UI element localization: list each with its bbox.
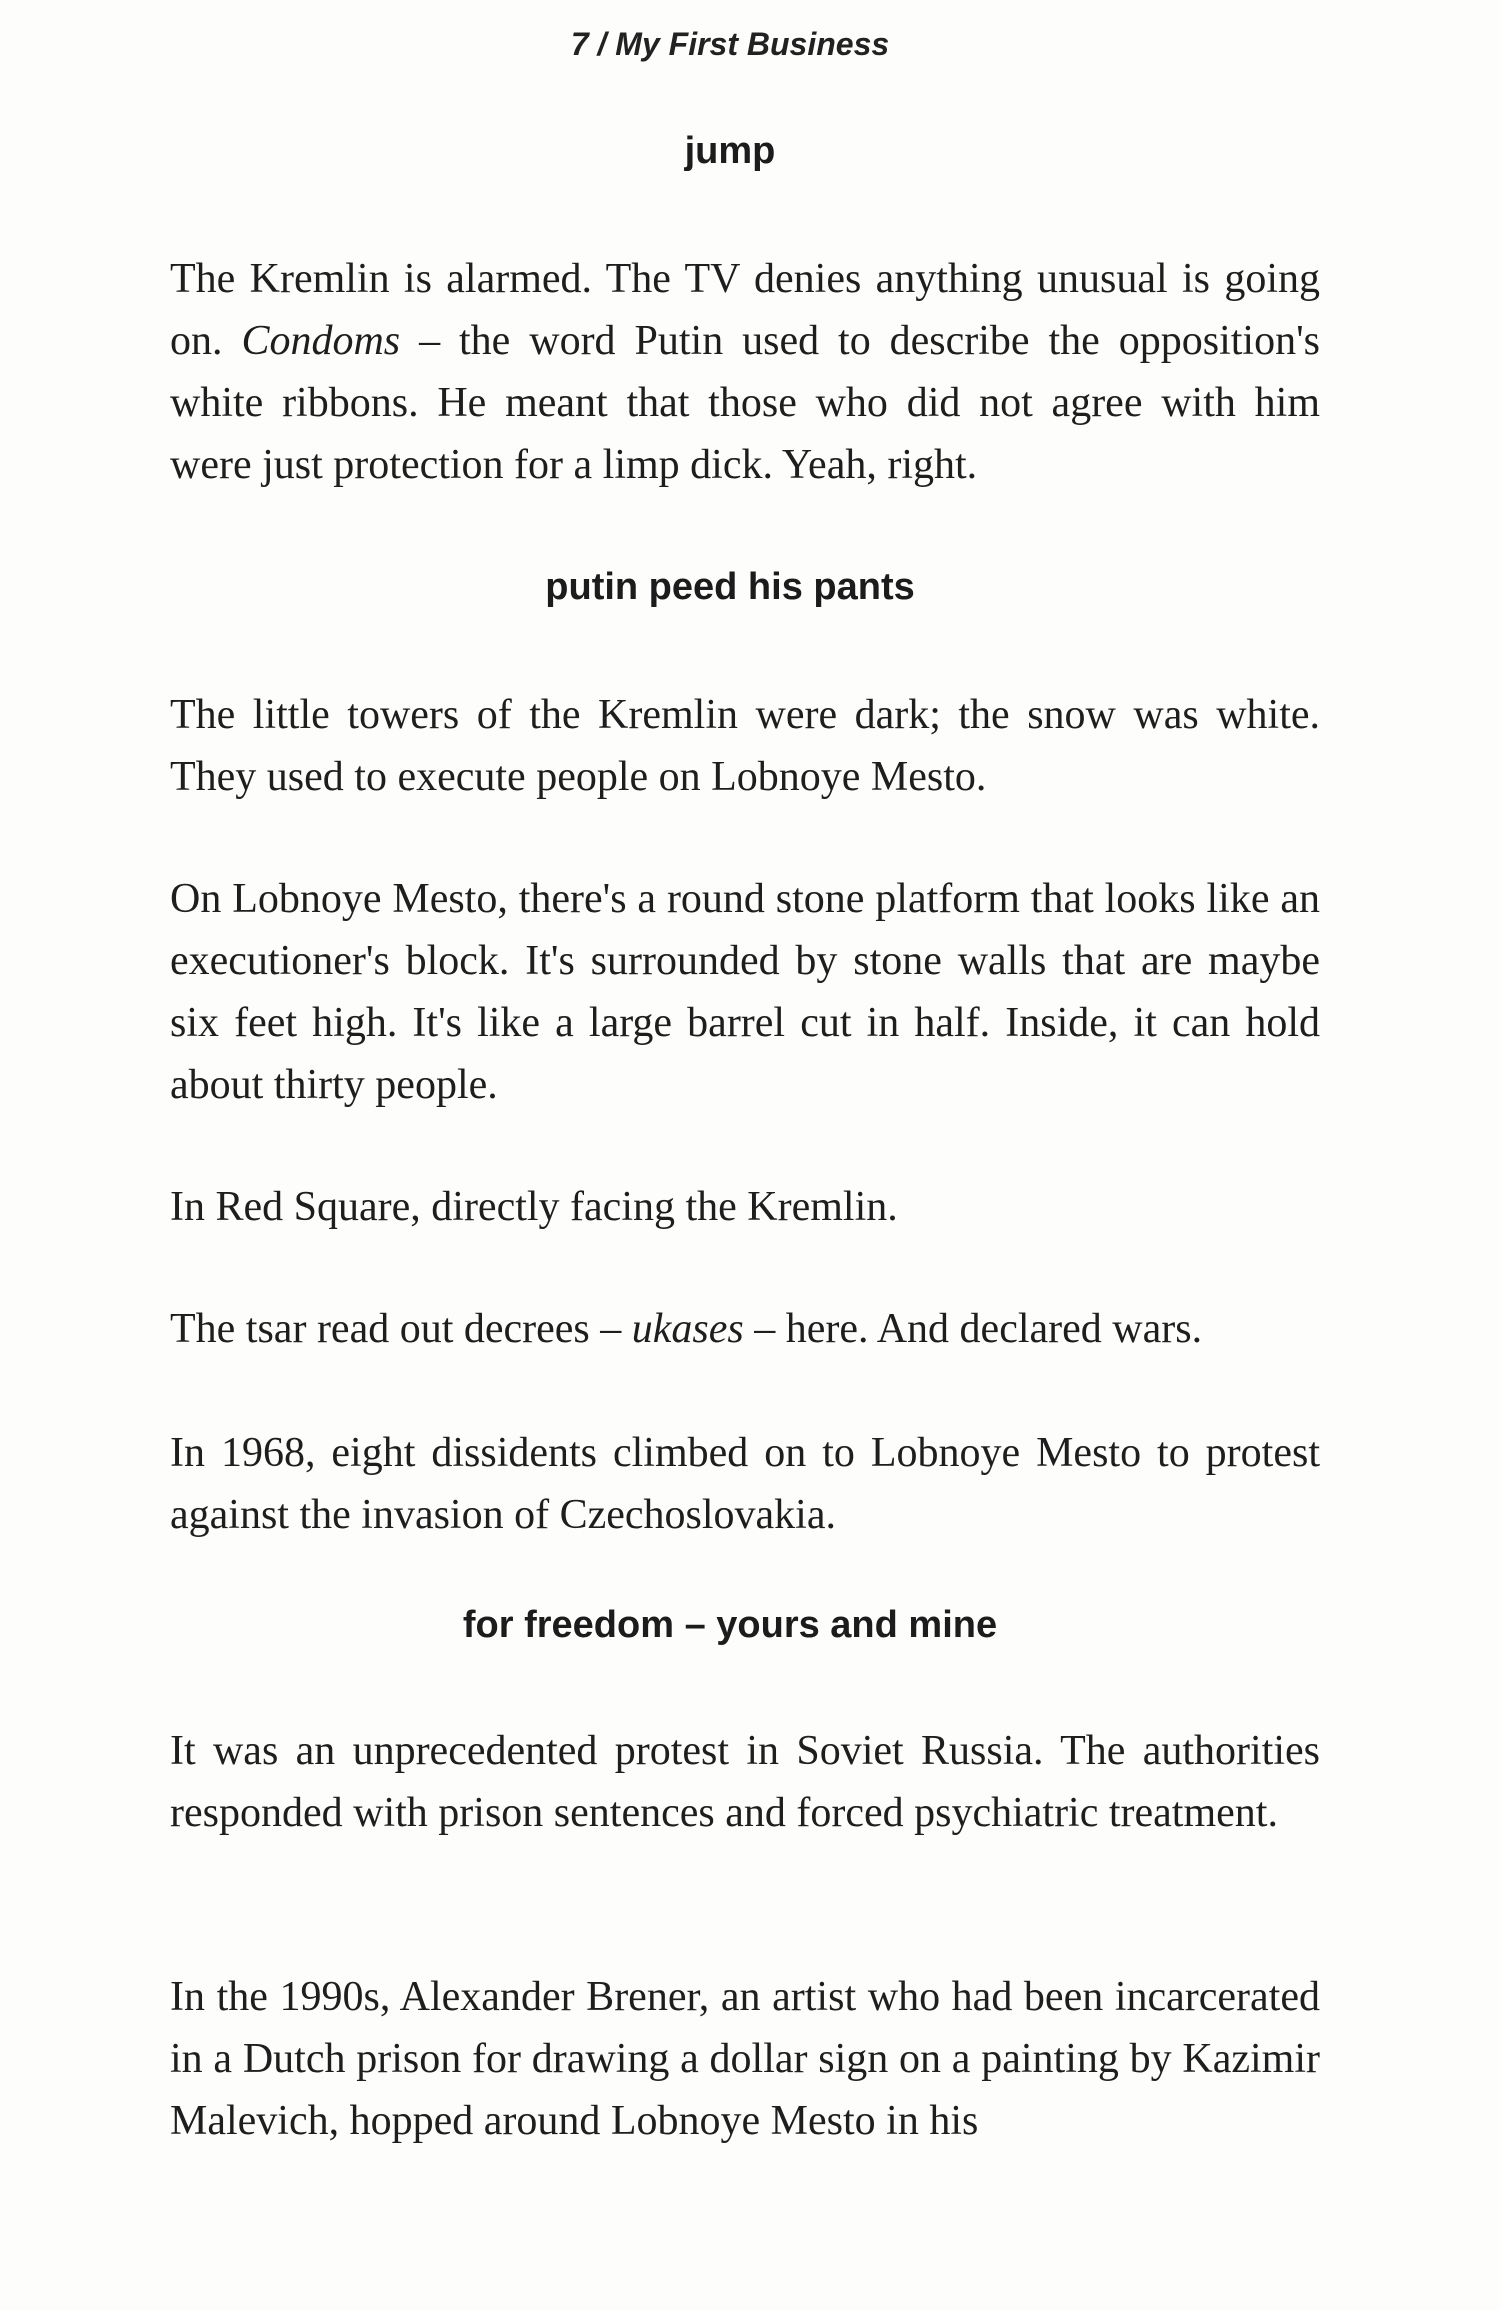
paragraph-text: – the word Putin used to describe the opposition's white ribbons. He meant that those who did not agree with him were just protection for a limp dick. Yeah, right. bbox=[170, 318, 1321, 488]
paragraph-text: – here. And declared wars. bbox=[743, 1306, 1203, 1352]
italic-term-condoms: Condoms bbox=[241, 318, 401, 364]
paragraph-brener: In the 1990s, Alexander Brener, an artist who had been incarcerated in a Dutch prison for drawing a dollar sign on a painting by Kazimir Malevich, hopped around Lobnoye Mesto in his bbox=[170, 1974, 1320, 2144]
paragraph-stone-platform: On Lobnoye Mesto, there's a round stone platform that looks like an executioner's block. It's surrounded by stone walls that are maybe six feet high. It's like a large barrel cut in half. Inside, it can hold about thirty people. bbox=[170, 876, 1320, 1108]
paragraph-kremlin-towers: The little towers of the Kremlin were dark; the snow was white. They used to execute people on Lobnoye Mesto. bbox=[170, 692, 1320, 800]
paragraph-tsar-decrees bbox=[170, 1298, 1320, 1360]
paragraph-unprecedented-protest: It was an unprecedented protest in Soviet Russia. The authorities responded with prison sentences and forced psychiatric treatment. bbox=[170, 1728, 1320, 1836]
section-heading-freedom: for freedom – yours and mine bbox=[462, 1604, 998, 1646]
running-head: 7 / My First Business bbox=[570, 26, 890, 62]
paragraph-1968-dissidents: In 1968, eight dissidents climbed on to Lobnoye Mesto to protest against the invasion of Czechoslovakia. bbox=[170, 1430, 1320, 1538]
paragraph-red-square: In Red Square, directly facing the Kremlin. bbox=[170, 1184, 898, 1230]
paragraph-text: The Kremlin is alarmed. The TV denies anything unusual is going on. bbox=[170, 256, 1320, 364]
paragraph-text: The tsar read out decrees – bbox=[170, 1306, 632, 1352]
paragraph-kremlin-alarmed bbox=[170, 248, 1320, 496]
section-heading-jump: jump bbox=[684, 130, 776, 172]
section-heading-putin: putin peed his pants bbox=[545, 566, 915, 608]
italic-term-ukases: ukases bbox=[631, 1306, 744, 1352]
